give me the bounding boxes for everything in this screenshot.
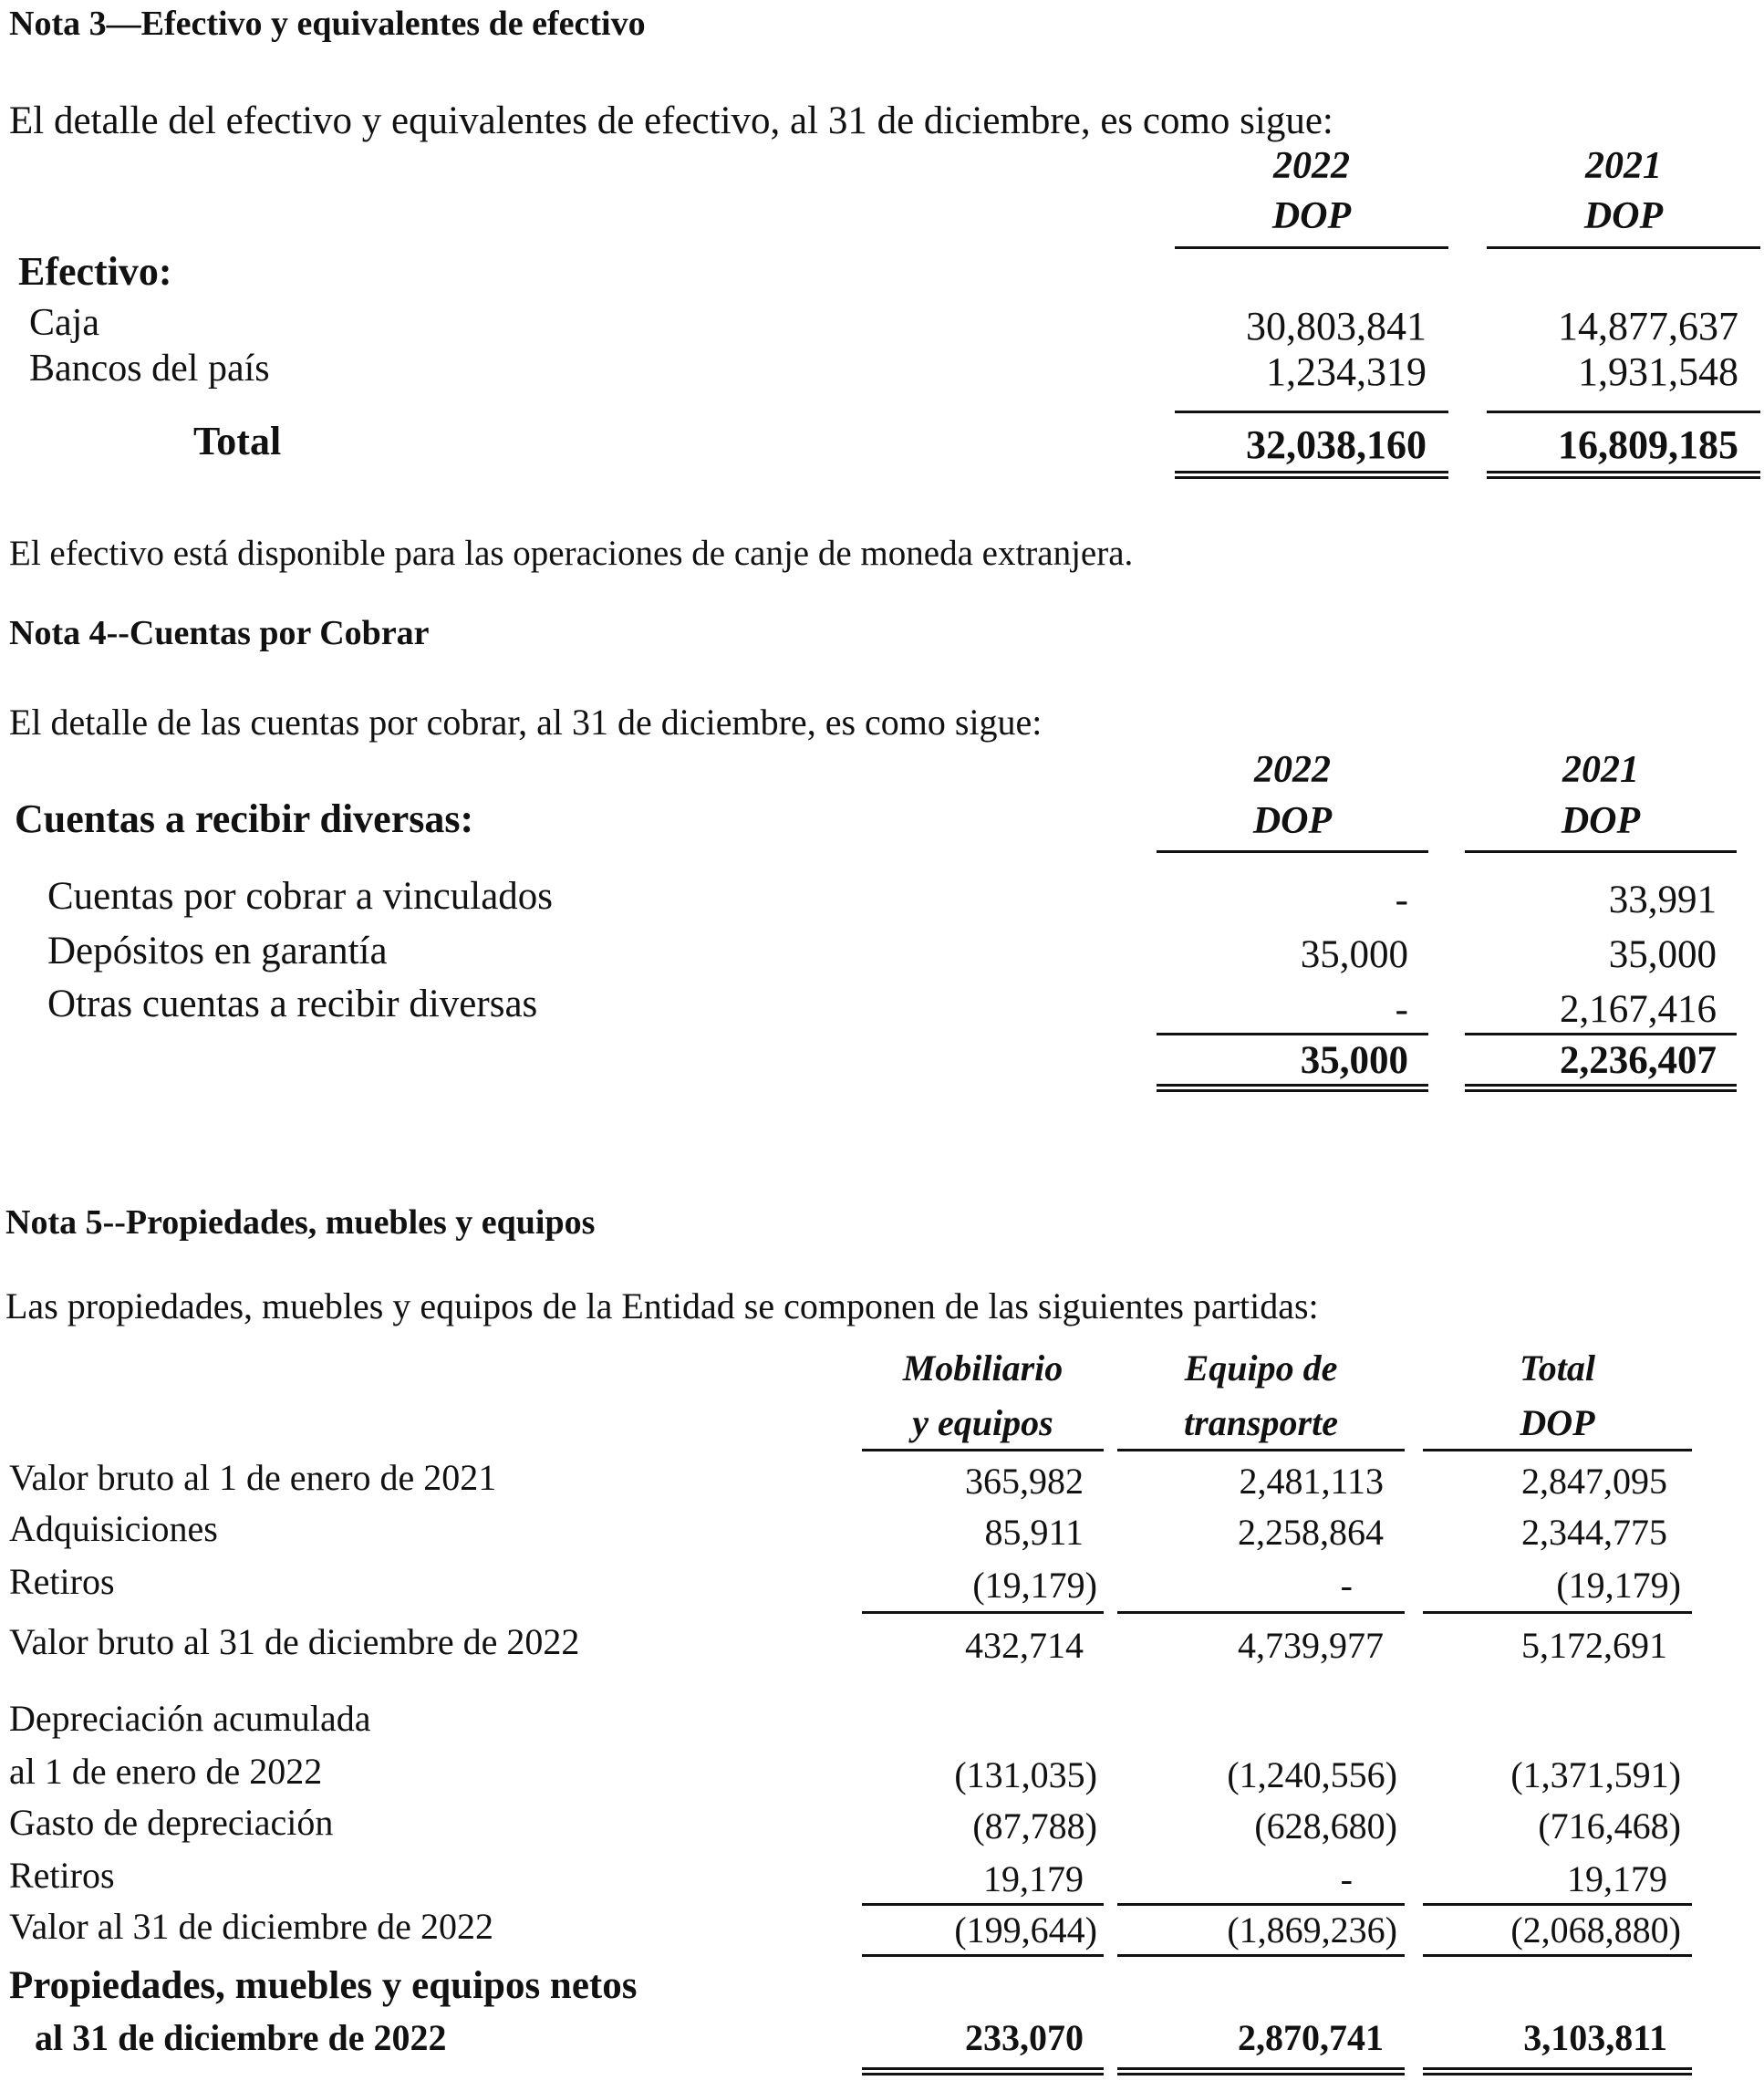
nota5-row-label: Adquisiciones	[9, 1508, 218, 1549]
nota5-row-label: Valor al 31 de diciembre de 2022	[9, 1906, 493, 1947]
nota4-col-2021-year: 2021	[1562, 749, 1639, 791]
nota3-total-2022: 32,038,160	[1246, 422, 1427, 467]
nota5-col3-rule	[1423, 1449, 1692, 1451]
nota5-net-label-l1: Propiedades, muebles y equipos netos	[9, 1964, 638, 2007]
nota4-col-2022-year: 2022	[1254, 749, 1331, 791]
nota4-subtotal-rule-2021	[1465, 1033, 1737, 1035]
nota5-net-double-rule-c2	[1117, 2067, 1405, 2075]
nota4-total-2021: 2,236,407	[1560, 1039, 1717, 1082]
nota3-subtotal-rule-2021	[1487, 411, 1760, 413]
nota3-title: Nota 3—Efectivo y equivalentes de efectivo	[9, 5, 646, 43]
nota5-net-double-rule-c1	[862, 2067, 1104, 2075]
nota5-row-label: Valor bruto al 1 de enero de 2021	[9, 1457, 497, 1498]
nota4-intro: El detalle de las cuentas por cobrar, al 31 de diciembre, es como sigue:	[9, 702, 1043, 743]
nota4-col-2021-rule	[1465, 850, 1737, 853]
nota3-note: El efectivo está disponible para las operaciones de canje de moneda extranjera.	[9, 534, 1134, 573]
nota5-row-c1: (131,035)	[954, 1754, 1097, 1795]
nota3-col-2022-rule	[1175, 246, 1448, 249]
nota3-row-2022: 30,803,841	[1246, 304, 1427, 348]
nota4-col-2022-cur: DOP	[1252, 800, 1333, 842]
nota5-row-c2: (628,680)	[1254, 1805, 1397, 1847]
nota5-row-c3: (19,179)	[1556, 1565, 1681, 1606]
nota5-row-c1: 432,714	[965, 1625, 1084, 1666]
nota5-row-c2: -	[1340, 1565, 1353, 1606]
nota5-col3-header-l1: Total	[1520, 1347, 1595, 1389]
nota4-total-double-rule-2022	[1157, 1084, 1428, 1092]
nota5-col1-header-l1: Mobiliario	[902, 1347, 1064, 1389]
nota5-row-c1: 85,911	[984, 1512, 1084, 1553]
nota3-total-label: Total	[193, 419, 282, 463]
nota4-row-2021: 2,167,416	[1560, 988, 1717, 1031]
nota5-dep-rule-c2	[1117, 1903, 1405, 1906]
nota3-section: Efectivo:	[18, 249, 172, 294]
nota5-row-c3: 19,179	[1567, 1858, 1667, 1899]
nota4-subtotal-rule-2022	[1157, 1033, 1428, 1035]
nota5-row-c2: (1,240,556)	[1227, 1754, 1397, 1795]
nota5-row-c1: 19,179	[983, 1858, 1084, 1899]
nota5-dep-rule-c3	[1423, 1903, 1692, 1906]
nota5-gross-rule-c3	[1423, 1611, 1692, 1614]
nota5-row-c1: (19,179)	[972, 1565, 1097, 1606]
nota3-col-2021-year: 2021	[1585, 145, 1662, 187]
nota5-row-c3: 2,344,775	[1521, 1512, 1667, 1553]
nota4-row-2022: 35,000	[1300, 933, 1408, 976]
nota4-section: Cuentas a recibir diversas:	[15, 796, 474, 841]
nota5-col1-header-l2: y equipos	[912, 1402, 1053, 1443]
nota5-row-c1: (199,644)	[954, 1909, 1097, 1951]
nota5-val-rule-c1	[862, 1954, 1104, 1957]
nota5-col1-rule	[862, 1449, 1104, 1451]
nota4-row-2022: -	[1395, 879, 1408, 921]
nota4-row-2021: 33,991	[1608, 879, 1717, 921]
nota4-row-label: Depósitos en garantía	[47, 930, 388, 973]
nota5-row-c3: (2,068,880)	[1510, 1909, 1681, 1951]
nota5-row-c1: 365,982	[965, 1461, 1084, 1502]
nota5-row-label: Gasto de depreciación	[9, 1802, 334, 1843]
nota5-row-c3: (1,371,591)	[1510, 1754, 1681, 1795]
nota5-gross-rule-c1	[862, 1611, 1104, 1614]
nota5-net-c2: 2,870,741	[1238, 2017, 1384, 2058]
nota3-col-2021-cur: DOP	[1583, 195, 1664, 237]
nota3-col-2022-cur: DOP	[1271, 195, 1352, 237]
nota3-row-2021: 14,877,637	[1558, 304, 1738, 348]
nota5-net-c3: 3,103,811	[1523, 2017, 1667, 2058]
nota4-col-2021-cur: DOP	[1561, 800, 1641, 842]
nota5-net-label-l2: al 31 de diciembre de 2022	[35, 2017, 447, 2058]
nota4-col-2022-rule	[1157, 850, 1428, 853]
nota3-intro: El detalle del efectivo y equivalentes de efectivo, al 31 de diciembre, es como sigue:	[9, 99, 1333, 142]
nota5-title: Nota 5--Propiedades, muebles y equipos	[5, 1203, 596, 1242]
nota5-row-label: Valor bruto al 31 de diciembre de 2022	[9, 1621, 580, 1662]
nota3-total-double-rule-2021	[1487, 471, 1760, 479]
nota5-row-c2: 4,739,977	[1238, 1625, 1384, 1666]
nota5-row-label: Depreciación acumulada	[9, 1698, 371, 1739]
nota5-row-c2: 2,481,113	[1239, 1461, 1384, 1502]
nota5-row-label: Retiros	[9, 1561, 115, 1602]
nota4-title: Nota 4--Cuentas por Cobrar	[9, 614, 430, 652]
nota3-total-double-rule-2022	[1175, 471, 1448, 479]
nota3-col-2022-year: 2022	[1273, 145, 1350, 187]
nota3-col-2021-rule	[1487, 246, 1760, 249]
nota5-row-label: al 1 de enero de 2022	[9, 1751, 323, 1792]
nota5-row-c3: 5,172,691	[1521, 1625, 1667, 1666]
nota5-row-c2: -	[1340, 1858, 1353, 1899]
nota5-col2-header-l1: Equipo de	[1184, 1347, 1338, 1389]
nota3-row-2021: 1,931,548	[1578, 349, 1738, 394]
nota5-val-rule-c3	[1423, 1954, 1692, 1957]
nota5-row-c1: (87,788)	[972, 1805, 1097, 1847]
nota5-gross-rule-c2	[1117, 1611, 1405, 1614]
nota4-total-double-rule-2021	[1465, 1084, 1737, 1092]
nota5-row-c2: (1,869,236)	[1227, 1909, 1397, 1951]
nota3-row-2022: 1,234,319	[1266, 349, 1427, 394]
nota3-row-label: Bancos del país	[29, 348, 270, 390]
nota5-row-label: Retiros	[9, 1855, 115, 1896]
nota3-subtotal-rule-2022	[1175, 411, 1448, 413]
nota4-row-label: Cuentas por cobrar a vinculados	[47, 875, 554, 918]
nota5-row-c3: 2,847,095	[1521, 1461, 1667, 1502]
nota5-intro: Las propiedades, muebles y equipos de la Entidad se componen de las siguientes partidas:	[5, 1285, 1319, 1326]
nota5-net-c1: 233,070	[965, 2017, 1084, 2058]
nota5-net-double-rule-c3	[1423, 2067, 1692, 2075]
nota4-row-2022: -	[1395, 988, 1408, 1031]
nota5-col2-header-l2: transporte	[1184, 1402, 1338, 1443]
nota5-col2-rule	[1117, 1449, 1405, 1451]
nota5-dep-rule-c1	[862, 1903, 1104, 1906]
nota3-row-label: Caja	[29, 302, 99, 344]
nota4-total-2022: 35,000	[1300, 1039, 1408, 1082]
nota4-row-label: Otras cuentas a recibir diversas	[47, 983, 538, 1025]
nota5-row-c2: 2,258,864	[1238, 1512, 1384, 1553]
nota5-row-c3: (716,468)	[1538, 1805, 1681, 1847]
nota3-total-2021: 16,809,185	[1558, 422, 1738, 467]
nota5-col3-header-l2: DOP	[1520, 1402, 1595, 1443]
nota5-val-rule-c2	[1117, 1954, 1405, 1957]
nota4-row-2021: 35,000	[1608, 933, 1717, 976]
